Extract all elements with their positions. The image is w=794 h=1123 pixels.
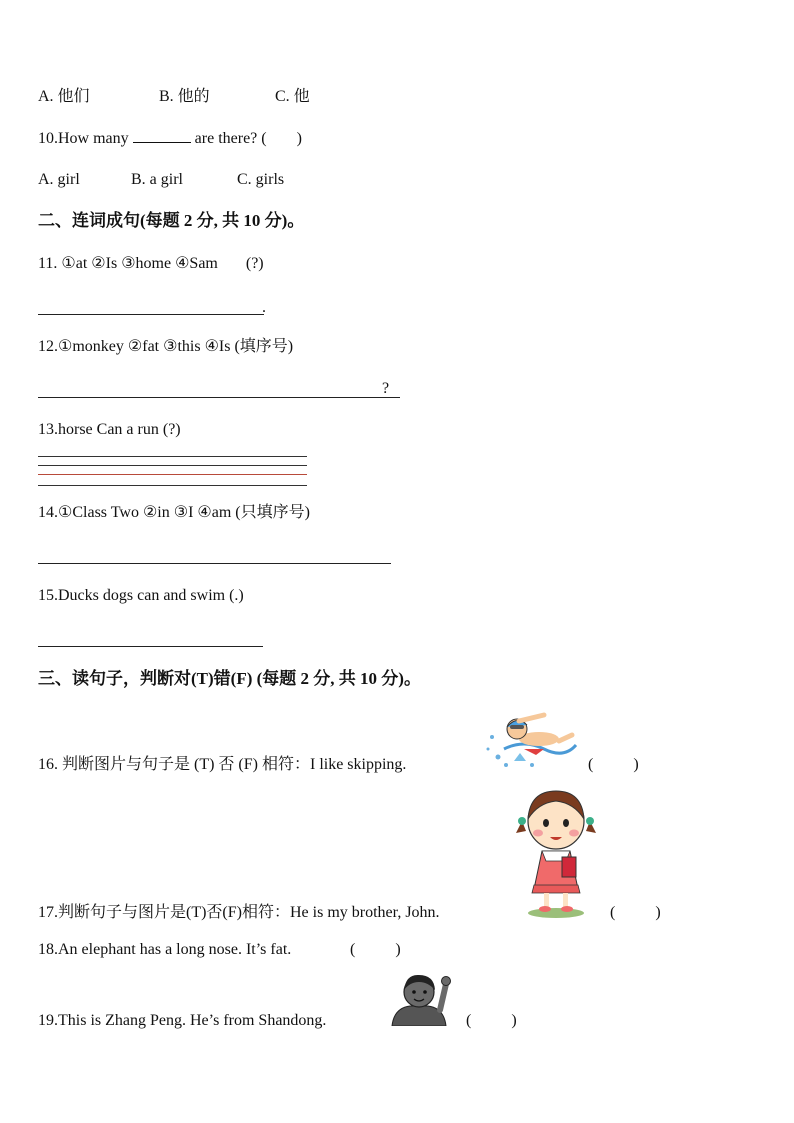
q10-option-c: C. girls — [237, 171, 285, 188]
q17-answer-paren[interactable]: ( ) — [610, 904, 661, 921]
q10-option-a: A. girl — [38, 171, 80, 188]
q10-blank[interactable] — [133, 142, 191, 143]
q11-period: . — [262, 299, 266, 316]
q14-text: 14.①Class Two ②in ③I ④am (只填序号) — [38, 504, 310, 521]
q10-suffix: are there? ( — [194, 130, 267, 147]
q16-answer-paren[interactable]: ( ) — [588, 756, 639, 773]
q9-option-b: B. 他的 — [159, 88, 210, 105]
q11-text: 11. ①at ②Is ③home ④Sam (?) — [38, 255, 264, 272]
q15-text: 15.Ducks dogs can and swim (.) — [38, 587, 244, 604]
q12-text: 12.①monkey ②fat ③this ④Is (填序号) — [38, 338, 294, 355]
section2-heading: 二、连词成句(每题 2 分, 共 10 分)。 — [38, 211, 305, 230]
girl-holding-book-image — [512, 785, 600, 919]
q11-hint: (?) — [245, 255, 264, 272]
section3-heading: 三、读句子，判断对(T)错(F) (每题 2 分, 共 10 分)。 — [38, 669, 421, 688]
q12-answer-line[interactable] — [38, 397, 400, 398]
zhang-peng-boy-image — [388, 970, 452, 1026]
q16-text: 16. 判断图片与句子是 (T) 否 (F) 相符：I like skipping. — [38, 756, 407, 773]
q13-line-4 — [38, 485, 307, 486]
q12-question-mark: ? — [382, 380, 390, 397]
q19-answer-paren[interactable]: ( ) — [466, 1012, 517, 1029]
q9-option-c: C. 他 — [275, 88, 310, 105]
q9-option-a: A. 他们 — [38, 88, 90, 105]
q19-text: 19.This is Zhang Peng. He’s from Shandong. — [38, 1012, 327, 1029]
q13-line-2 — [38, 465, 307, 466]
q14-answer-line[interactable] — [38, 563, 391, 564]
q11-answer-line[interactable] — [38, 314, 264, 315]
q17-text: 17.判断句子与图片是(T)否(F)相符：He is my brother, John. — [38, 904, 440, 921]
swimming-boy-image — [484, 709, 578, 771]
q18-text: 18.An elephant has a long nose. It’s fat. — [38, 941, 292, 958]
q18-answer-paren[interactable]: ( ) — [350, 941, 401, 958]
q10-prefix: 10.How many — [38, 130, 129, 147]
q13-line-3 — [38, 474, 307, 475]
q13-line-1 — [38, 456, 307, 457]
q10-paren-close: ) — [296, 130, 302, 147]
q13-text: 13.horse Can a run (?) — [38, 421, 181, 438]
q10-option-b: B. a girl — [131, 171, 183, 188]
q10-question — [38, 129, 302, 149]
q15-answer-line[interactable] — [38, 646, 263, 647]
